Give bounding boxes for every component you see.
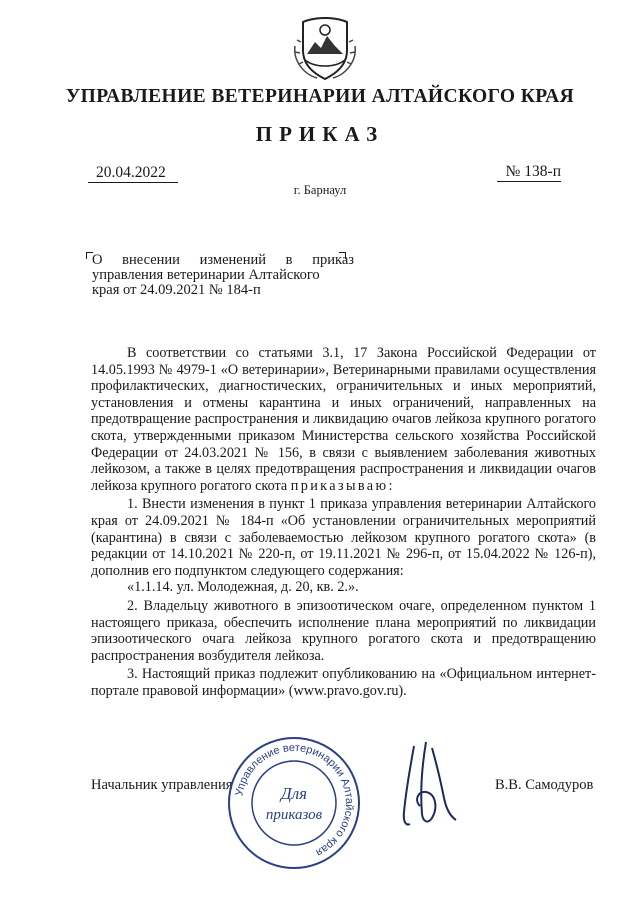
document-type: ПРИКАЗ [255,122,385,146]
coat-of-arms-icon [291,16,359,82]
organization-title: УПРАВЛЕНИЕ ВЕТЕРИНАРИИ АЛТАЙСКОГО КРАЯ [65,86,575,107]
signer-name: В.В. Самодуров [495,777,594,793]
item-3: 3. Настоящий приказ подлежит опубликованию на «Официальном интернет-портале правовой информации» (www.pravo.gov.ru). [91,666,596,699]
stamp-center-line-2: приказов [265,807,323,823]
handwritten-signature [392,738,472,830]
official-stamp [226,735,362,871]
subject-line: управления ветеринарии Алтайского [92,267,320,283]
order-word: приказываю: [290,477,395,494]
order-date: 20.04.2022 [88,164,178,183]
preamble-text: В соответствии со статьями 3.1, 17 Закона Российской Федерации от 14.05.1993 № 4979-1 «О ветеринарии», Ветеринарными правилами осуществления профилактических, диагностических, ограничительных и иных мероприятий, установления и отмены карантина и иных ограничений, направленных на предотвращение распространения и ликвидацию очагов лейкоза крупного рогатого скота, утвержденными приказом Министерства сельского хозяйства Российской Федерации от 24.03.2021 № 156, в связи с выявлением заболевания животных лейкозом, а также в целях предотвращения распространения и ликвидации очагов лейкоза крупного рогатого скота [91,345,596,494]
order-body [91,345,596,699]
city: г. Барнаул [293,183,347,197]
subject-line: О внесении изменений в приказ [92,252,354,268]
item-2: 2. Владельцу животного в эпизоотическом очаге, определенном пунктом 1 настоящего приказа, обеспечить исполнение плана мероприятий по ликвидации эпизоотического очага лейкоза крупного рогатого скота и предотвращению распространения возбудителя лейкоза. [91,597,596,664]
stamp-ring-text: Управление ветеринарии Алтайского края [233,741,356,859]
subject-line: края от 24.09.2021 № 184-п [92,282,261,298]
signer-position: Начальник управления [91,777,233,793]
item-1-quote: «1.1.14. ул. Молодежная, д. 20, кв. 2.». [127,579,359,596]
order-number: № 138-п [497,163,561,182]
stamp-center-line-1: Для [280,784,308,803]
item-1: 1. Внести изменения в пункт 1 приказа управления ветеринарии Алтайского края от 24.09.2021 № 184-п «Об установлении ограничительных мероприятий (карантина) в связи с заболеваемостью лейкозом крупного рогатого скота» (в редакции от 14.10.2021 № 220-п, от 19.11.2021 № 296-п, от 15.04.2022 № 126-п), дополнив его подпунктом следующего содержания: [91,496,596,579]
preamble-paragraph [91,345,596,494]
order-subject [92,253,354,298]
